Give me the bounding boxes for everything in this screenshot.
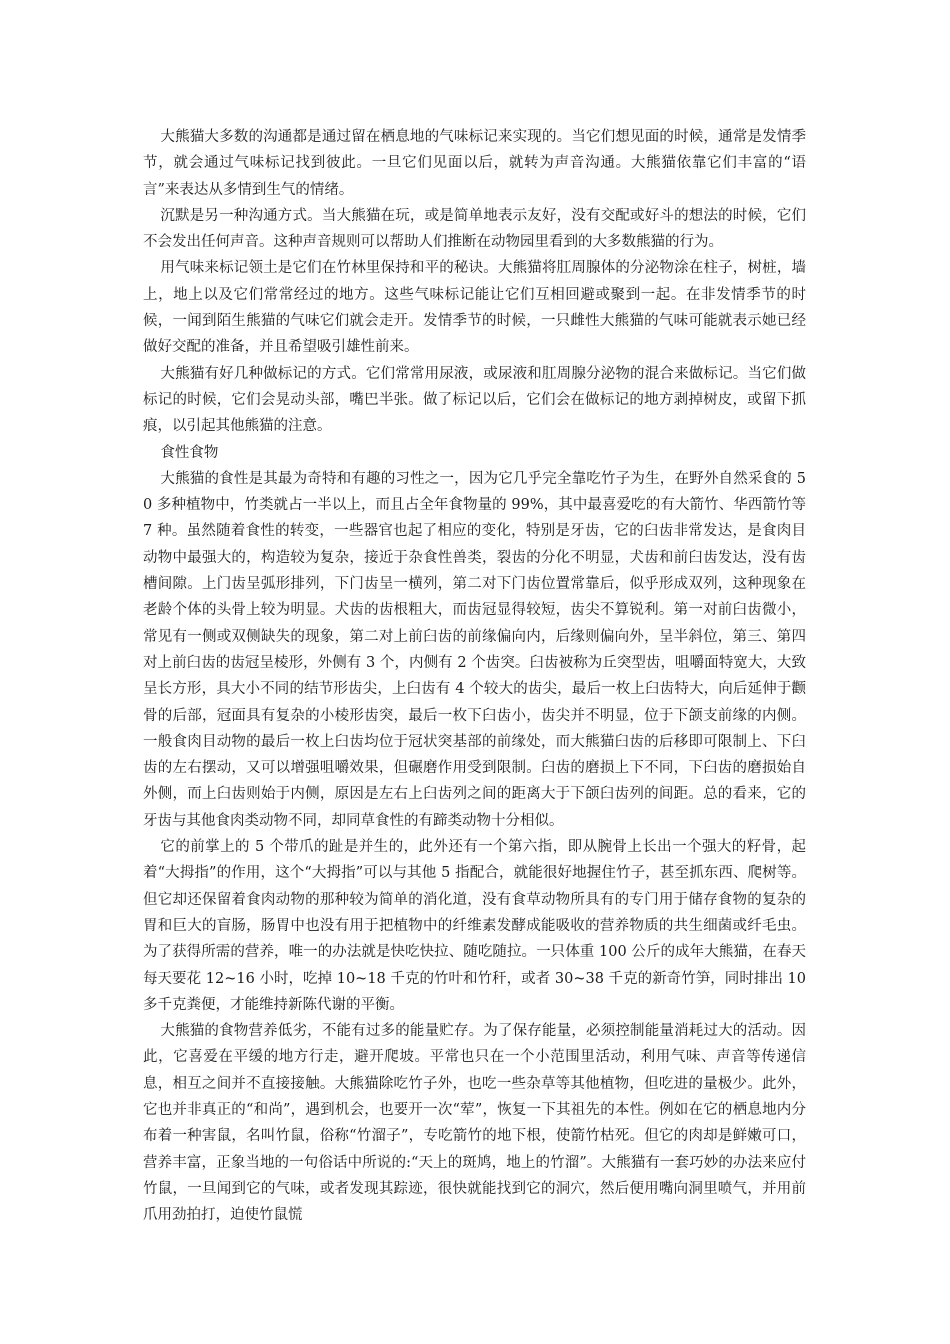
paragraph-communication-scent: 大熊猫大多数的沟通都是通过留在栖息地的气味标记来实现的。当它们想见面的时候，通常是发情季节，就会通过气味标记找到彼此。一旦它们见面以后，就转为声音沟通。大熊猫依靠它们丰富的“语言”来表达从多情到生气的情绪。	[143, 129, 806, 198]
paragraph-silence: 沉默是另一种沟通方式。当大熊猫在玩，或是简单地表示友好，没有交配或好斗的想法的时候，它们不会发出任何声音。这种声音规则可以帮助人们推断在动物园里看到的大多数熊猫的行为。	[143, 207, 806, 251]
paragraph-diet-teeth: 大熊猫的食性是其最为奇特和有趣的习性之一，因为它几乎完全靠吃竹子为生，在野外自然采食的 50 多种植物中，竹类就占一半以上，而且占全年食物量的 99%，其中最喜爱吃的有大箭竹、华西箭竹等 7 种。虽然随着食性的转变，一些器官也起了相应的变化，特别是牙齿，它的臼齿非常发达，是食肉目动物中最强大的，构造较为复杂，接近于杂食性兽类，裂齿的分化不明显，犬齿和前臼齿发达，没有齿槽间隙。上门齿呈弧形排列，下门齿呈一横列，第二对下门齿位置常靠后，似乎形成双列，这种现象在老龄个体的头骨上较为明显。犬齿的齿根粗大，而齿冠显得较短，齿尖不算锐利。第一对前臼齿微小，常见有一侧或双侧缺失的现象，第二对上前臼齿的前缘偏向内，后缘则偏向外，呈半斜位，第三、第四对上前臼齿的齿冠呈棱形，外侧有 3 个，内侧有 2 个齿突。臼齿被称为丘突型齿，咀嚼面特宽大，大致呈长方形，具大小不同的结节形齿尖，上臼齿有 4 个较大的齿尖，最后一枚上臼齿特大，向后延伸于颧骨的后部，冠面具有复杂的小棱形齿突，最后一枚下臼齿小，齿尖并不明显，位于下颌支前缘的内侧。一般食肉目动物的最后一枚上臼齿均位于冠状突基部的前缘处，而大熊猫臼齿的后移即可限制上、下臼齿的左右摆动，又可以增强咀嚼效果，但碾磨作用受到限制。臼齿的磨损上下不同，下臼齿的磨损始自外侧，而上臼齿则始于内侧，原因是左右上臼齿列之间的距离大于下颌臼齿列的间距。总的看来，它的牙齿与其他食肉类动物不同，却同草食性的有蹄类动物十分相似。	[143, 470, 806, 829]
paragraph-marking-methods: 大熊猫有好几种做标记的方式。它们常常用尿液，或尿液和肛周腺分泌物的混合来做标记。当它们做标记的时候，它们会晃动头部，嘴巴半张。做了标记以后，它们会在做标记的地方剥掉树皮，或留下抓痕，以引起其他熊猫的注意。	[143, 365, 806, 435]
document-body	[143, 124, 806, 1228]
section-heading-diet: 食性食物	[160, 444, 219, 461]
paragraph-paw-digestion: 它的前掌上的 5 个带爪的趾是并生的，此外还有一个第六指，即从腕骨上长出一个强大的籽骨，起着“大拇指”的作用，这个“大拇指”可以与其他 5 指配合，就能很好地握住竹子，甚至抓东西、爬树等。但它却还保留着食肉动物的那种较为简单的消化道，没有食草动物所具有的专门用于储存食物的复杂的胃和巨大的盲肠，肠胃中也没有用于把植物中的纤维素发酵成能吸收的营养物质的共生细菌或纤毛虫。为了获得所需的营养，唯一的办法就是快吃快拉、随吃随拉。一只体重 100 公斤的成年大熊猫，在春天每天要花 12~16 小时，吃掉 10~18 千克的竹叶和竹秆，或者 30~38 千克的新奇竹笋，同时排出 10 多千克粪便，才能维持新陈代谢的平衡。	[143, 839, 806, 1013]
paragraph-territory-marking: 用气味来标记领土是它们在竹林里保持和平的秘诀。大熊猫将肛周腺体的分泌物涂在柱子，树桩，墙上，地上以及它们常常经过的地方。这些气味标记能让它们互相回避或聚到一起。在非发情季节的时候，一闻到陌生熊猫的气味它们就会走开。发情季节的时候，一只雌性大熊猫的气味可能就表示她已经做好交配的准备，并且希望吸引雄性前来。	[143, 260, 806, 356]
paragraph-energy-bamboo-rat: 大熊猫的食物营养低劣，不能有过多的能量贮存。为了保存能量，必须控制能量消耗过大的活动。因此，它喜爱在平缓的地方行走，避开爬坡。平常也只在一个小范围里活动，利用气味、声音等传递信息，相互之间并不直接接触。大熊猫除吃竹子外，也吃一些杂草等其他植物，但吃进的量极少。此外，它也并非真正的“和尚”，遇到机会，也要开一次“荤”，恢复一下其祖先的本性。例如在它的栖息地内分布着一种害鼠，名叫竹鼠，俗称“竹溜子”，专吃箭竹的地下根，使箭竹枯死。但它的肉却是鲜嫩可口，营养丰富，正象当地的一句俗话中所说的:“天上的斑鸠，地上的竹溜”。大熊猫有一套巧妙的办法来应付竹鼠，一旦闻到它的气味，或者发现其踪迹，很快就能找到它的洞穴，然后便用嘴向洞里喷气，并用前爪用劲拍打，迫使竹鼠慌	[143, 1023, 806, 1224]
